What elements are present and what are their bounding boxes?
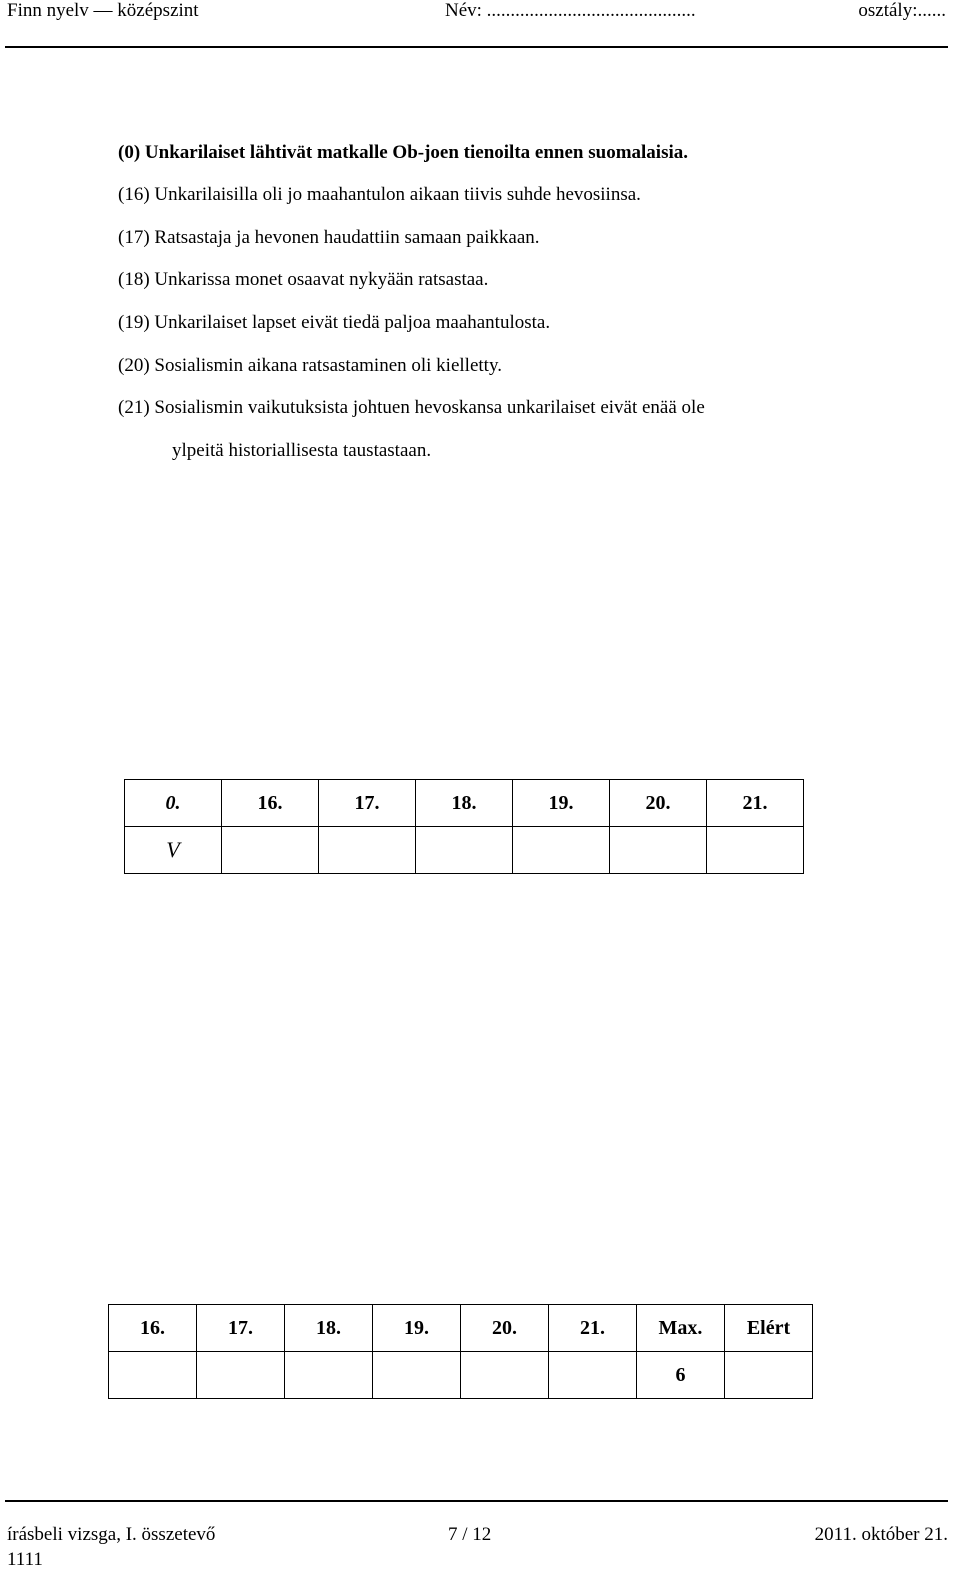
statement-16: (16) Unkarilaisilla oli jo maahantulon aikaan tiivis suhde hevosiinsa. (118, 184, 641, 205)
exam-label: írásbeli vizsga, I. összetevő (7, 1524, 216, 1545)
statement-19: (19) Unkarilaiset lapset eivät tiedä paljoa maahantulosta. (118, 312, 551, 333)
statement-17: (17) Ratsastaja ja hevonen haudattiin samaan paikkaan. (118, 227, 540, 248)
achieved-score-cell[interactable] (725, 1352, 813, 1399)
score-header-cell: 16. (109, 1305, 197, 1352)
statement-0: (0) Unkarilaiset lähtivät matkalle Ob-joen tienoilta ennen suomalaisia. (118, 142, 688, 163)
score-header-cell: 21. (549, 1305, 637, 1352)
statement-21-continued: ylpeitä historiallisesta taustastaan. (172, 440, 432, 461)
subject-label: Finn nyelv — középszint (7, 0, 199, 21)
name-field: Név: ............................................ (445, 0, 696, 21)
statement-21: (21) Sosialismin vaikutuksista johtuen hevoskansa unkarilaiset eivät enää ole (118, 397, 705, 418)
statement-18: (18) Unkarissa monet osaavat nykyään ratsastaa. (118, 269, 489, 290)
answer-header-cell: 21. (707, 780, 804, 827)
answer-cell[interactable] (707, 827, 804, 874)
score-cell[interactable] (109, 1352, 197, 1399)
answer-header-cell: 18. (416, 780, 513, 827)
score-cell[interactable] (285, 1352, 373, 1399)
page-number: 7 / 12 (448, 1524, 492, 1545)
answer-cell[interactable] (319, 827, 416, 874)
answer-header-cell: 19. (513, 780, 610, 827)
footer-rule (5, 1500, 948, 1502)
score-cell[interactable] (549, 1352, 637, 1399)
score-row (109, 1352, 813, 1399)
score-header-cell: Elért (725, 1305, 813, 1352)
answer-header-cell: 20. (610, 780, 707, 827)
answer-table (124, 779, 804, 874)
answer-cell: V (125, 827, 222, 874)
score-header-cell: 19. (373, 1305, 461, 1352)
score-header-cell: 18. (285, 1305, 373, 1352)
score-cell[interactable] (197, 1352, 285, 1399)
page-header (0, 0, 960, 48)
header-rule (5, 46, 948, 48)
answer-header-cell: 0. (125, 780, 222, 827)
max-score-cell: 6 (637, 1352, 725, 1399)
answer-cell[interactable] (222, 827, 319, 874)
score-header-cell: Max. (637, 1305, 725, 1352)
answer-header-cell: 16. (222, 780, 319, 827)
answer-cell[interactable] (513, 827, 610, 874)
score-header-row (109, 1305, 813, 1352)
answer-cell[interactable] (416, 827, 513, 874)
score-header-cell: 17. (197, 1305, 285, 1352)
answer-row (125, 827, 804, 874)
score-cell[interactable] (461, 1352, 549, 1399)
answer-cell[interactable] (610, 827, 707, 874)
answer-header-row (125, 780, 804, 827)
score-cell[interactable] (373, 1352, 461, 1399)
exam-code: 1111 (7, 1549, 43, 1570)
exam-date: 2011. október 21. (814, 1524, 948, 1545)
statement-20: (20) Sosialismin aikana ratsastaminen oli kielletty. (118, 355, 502, 376)
score-header-cell: 20. (461, 1305, 549, 1352)
score-table (108, 1304, 813, 1399)
class-field: osztály:...... (858, 0, 946, 21)
answer-header-cell: 17. (319, 780, 416, 827)
